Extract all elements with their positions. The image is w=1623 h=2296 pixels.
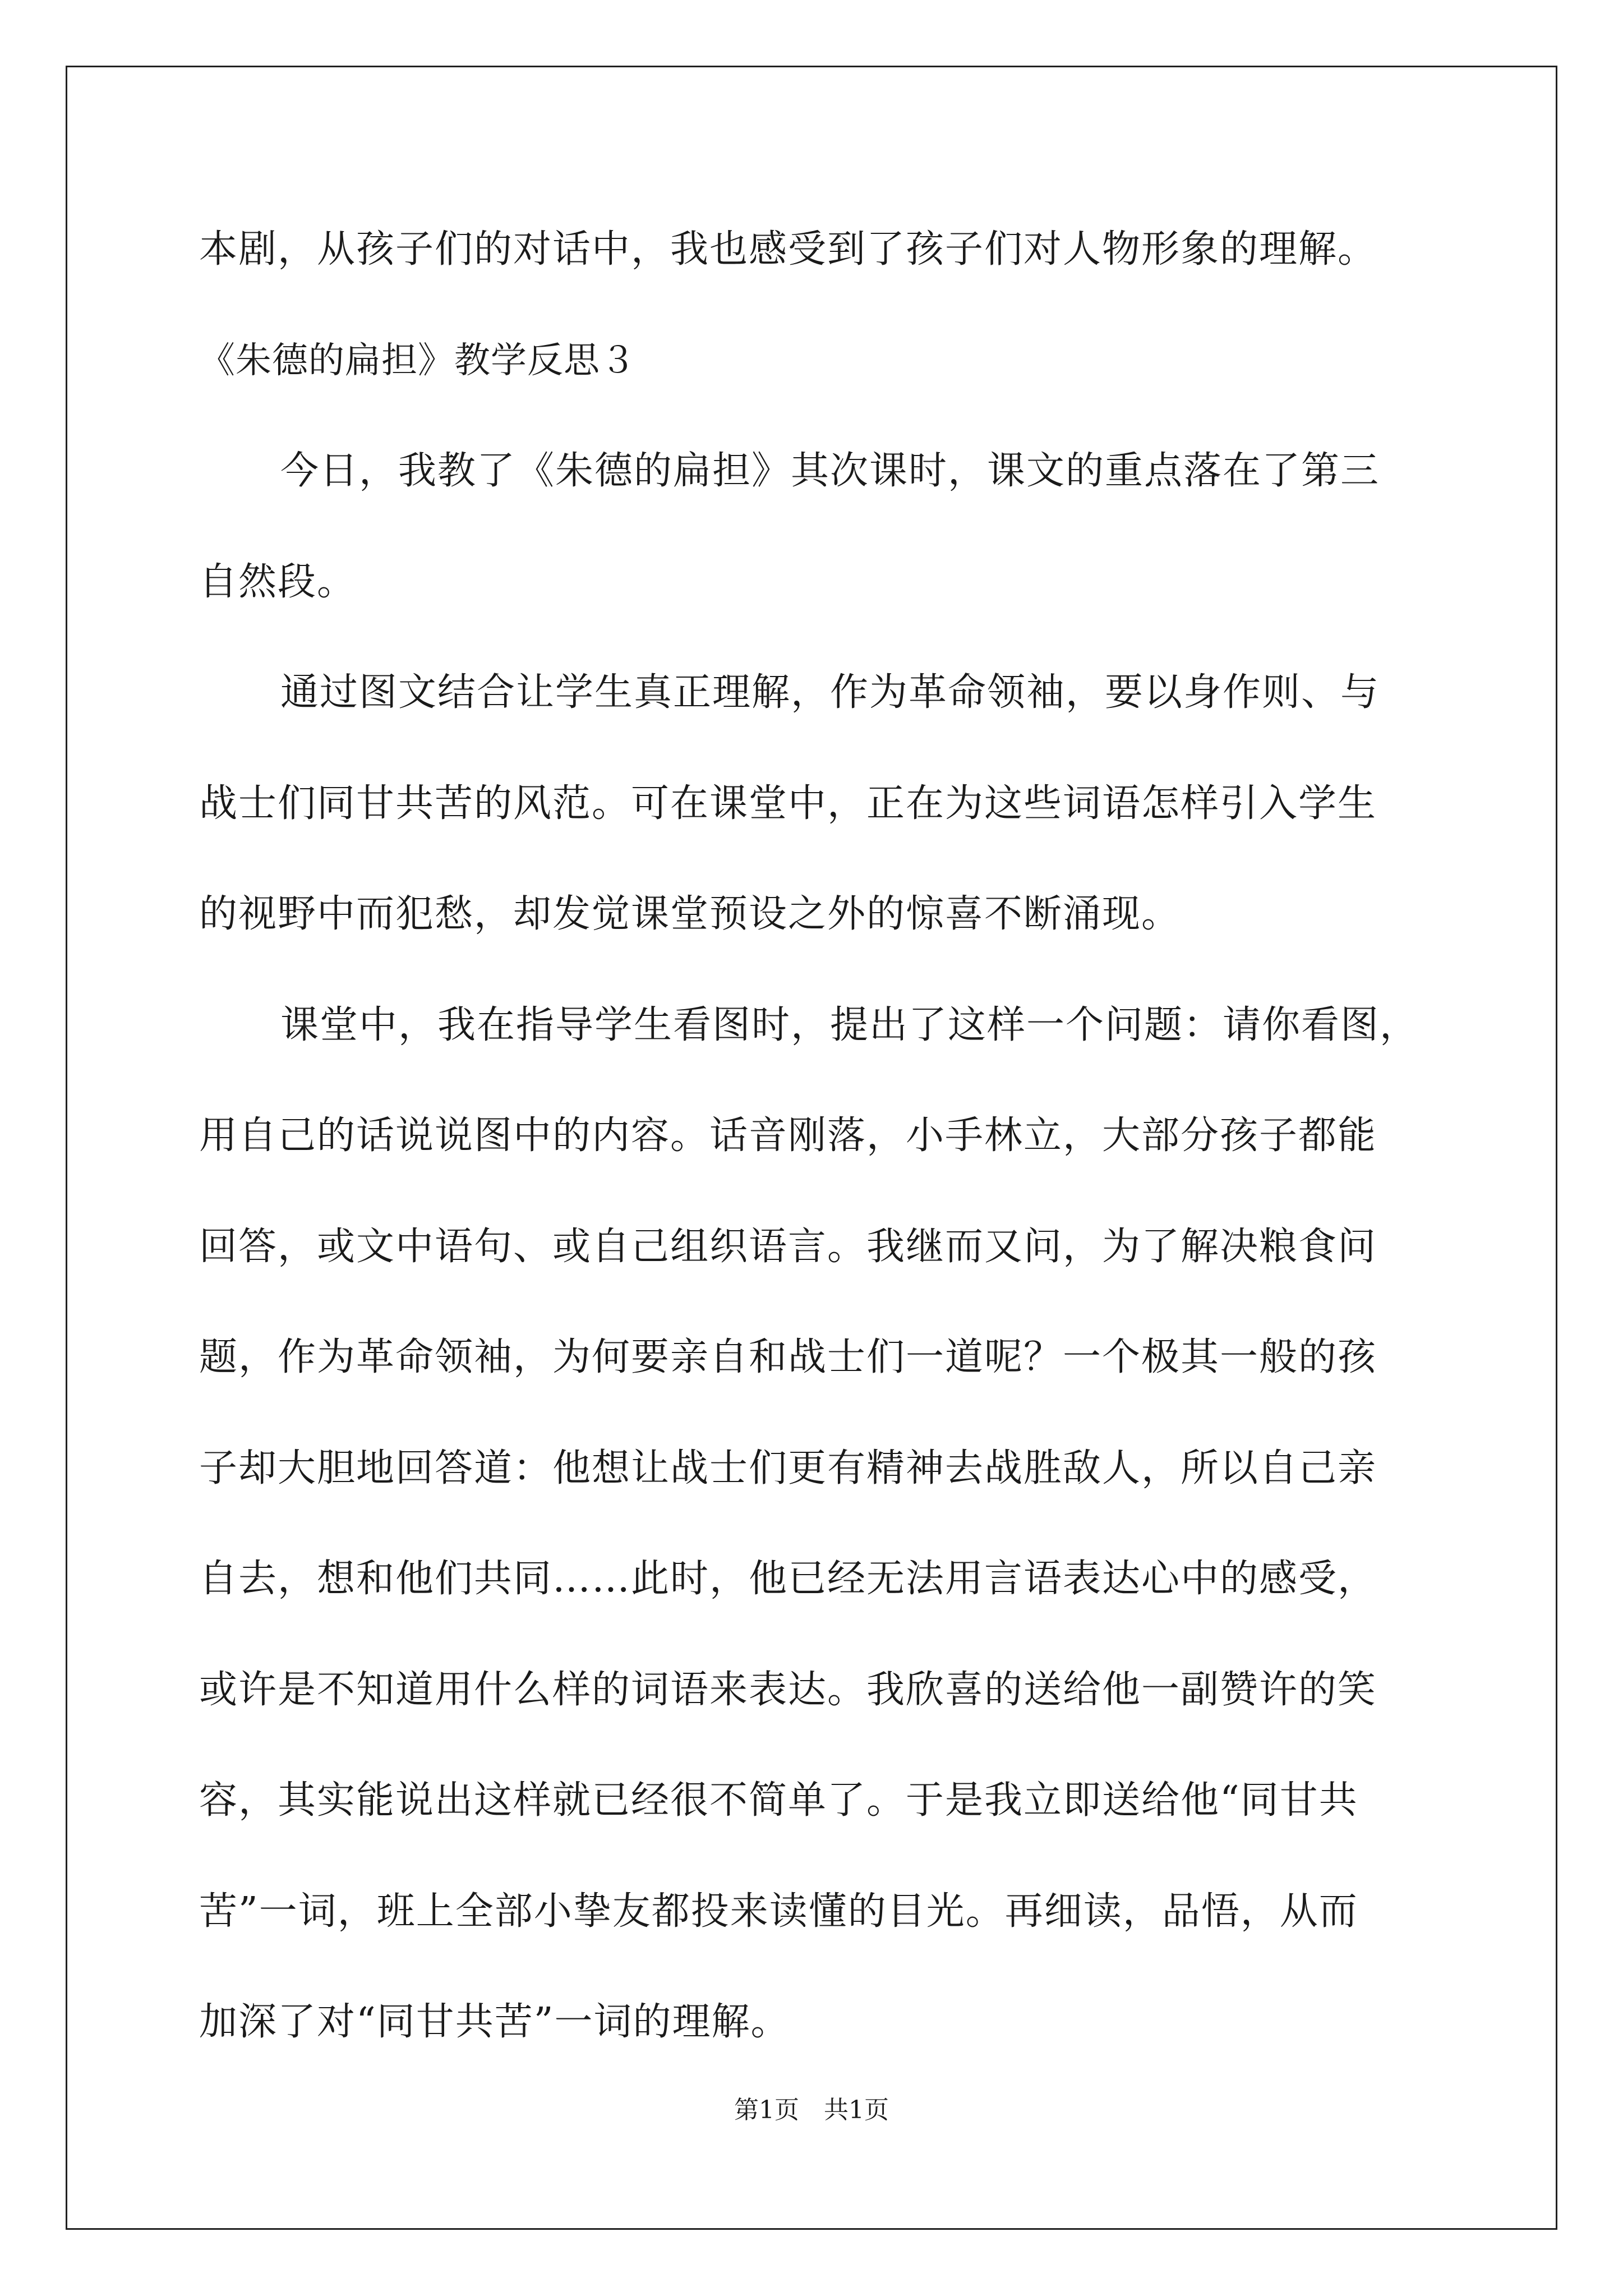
paragraph-3-line-2: 用自己的话说说图中的内容。话音刚落，小手林立，大部分孩子都能 bbox=[199, 1114, 1377, 1158]
paragraph-3-line-7: 或许是不知道用什么样的词语来表达。我欣喜的送给他一副赞许的笑 bbox=[199, 1668, 1377, 1712]
paragraph-3-line-8: 容，其实能说出这样就已经很不简单了。于是我立即送给他“同甘共 bbox=[199, 1778, 1358, 1823]
page-number-footer: 第1页 共1页 bbox=[734, 2096, 889, 2124]
paragraph-1-line-2: 自然段。 bbox=[199, 560, 357, 604]
continuation-line: 本剧，从孩子们的对话中，我也感受到了孩子们对人物形象的理解。 bbox=[199, 227, 1377, 272]
paragraph-3-line-9: 苦”一词，班上全部小挚友都投来读懂的目光。再细读，品悟，从而 bbox=[199, 1889, 1358, 1934]
paragraph-3-line-4: 题，作为革命领袖，为何要亲自和战士们一道呢？一个极其一般的孩 bbox=[199, 1335, 1377, 1379]
paragraph-3-line-10: 加深了对“同甘共苦”一词的理解。 bbox=[199, 2000, 790, 2044]
paragraph-1-line-1: 今日，我教了《朱德的扁担》其次课时，课文的重点落在了第三 bbox=[280, 449, 1380, 493]
paragraph-3-line-6: 自去，想和他们共同……此时，他已经无法用言语表达心中的感受， bbox=[199, 1557, 1377, 1601]
paragraph-2-line-1: 通过图文结合让学生真正理解，作为革命领袖，要以身作则、与 bbox=[280, 670, 1380, 715]
paragraph-3-line-1: 课堂中，我在指导学生看图时，提出了这样一个问题：请你看图， bbox=[280, 1003, 1419, 1047]
paragraph-2-line-3: 的视野中而犯愁，却发觉课堂预设之外的惊喜不断涌现。 bbox=[199, 892, 1181, 936]
paragraph-2-line-2: 战士们同甘共苦的风范。可在课堂中，正在为这些词语怎样引入学生 bbox=[199, 781, 1377, 826]
paragraph-3-line-5: 子却大胆地回答道：他想让战士们更有精神去战胜敌人，所以自己亲 bbox=[199, 1446, 1377, 1490]
paragraph-3-line-3: 回答，或文中语句、或自己组织语言。我继而又问，为了解决粮食问 bbox=[199, 1225, 1377, 1269]
section-title: 《朱德的扁担》教学反思３ bbox=[199, 340, 637, 381]
